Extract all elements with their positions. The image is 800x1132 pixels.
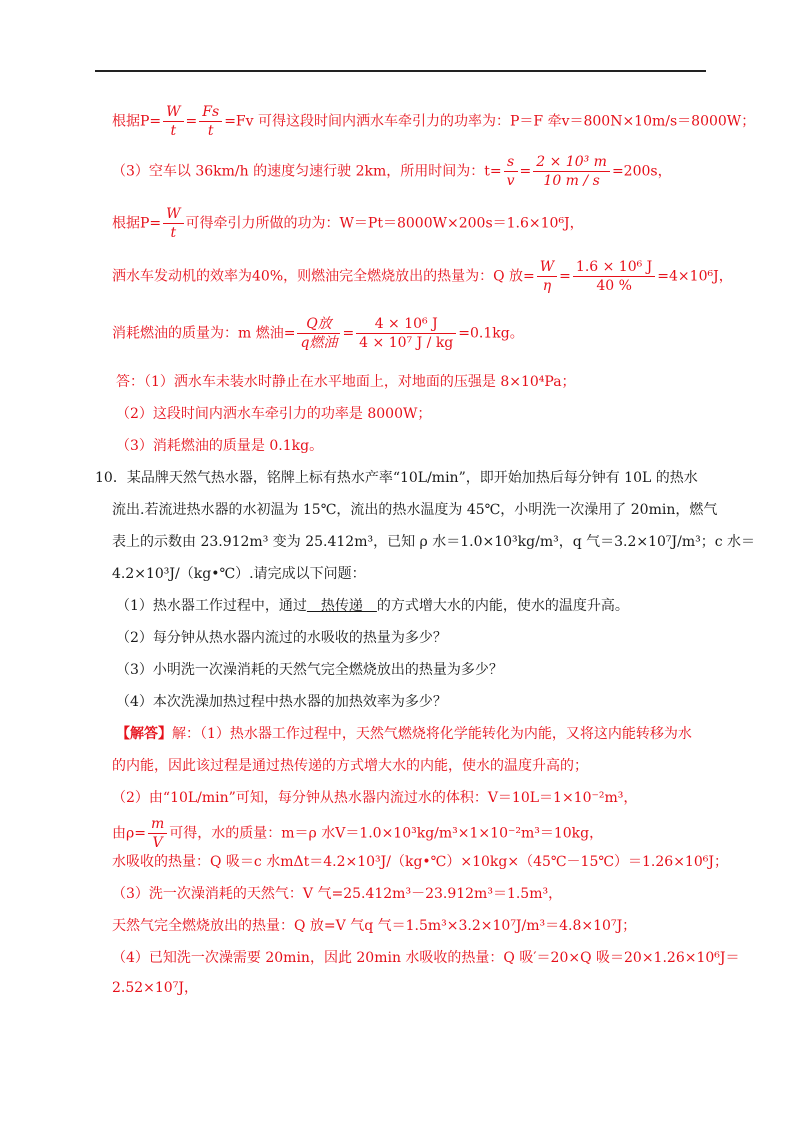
denominator: t: [207, 123, 214, 139]
answer-line-1: 答：（1）洒水车未装水时静止在水平地面上，对地面的压强是 8×10⁴Pa；: [116, 374, 576, 390]
question-10-part-3: （3）小明洗一次澡消耗的天然气完全燃烧放出的热量为多少？: [116, 662, 503, 678]
solution-10-line-5: 水吸收的热量：Q 吸＝c 水mΔt＝4.2×10³J/（kg•℃）×10kg×（45℃－15℃）＝1.26×10⁶J；: [112, 854, 728, 870]
text: =: [559, 268, 571, 285]
fraction-m-over-v: [148, 815, 167, 852]
text: 可得牵引力所做的功为：W＝Pt＝8000W×200s＝1.6×10⁶J，: [185, 215, 584, 232]
question-10-line-4: 4.2×10³J/（kg•℃）.请完成以下问题：: [112, 566, 366, 582]
fraction-energy-over-efficiency: [573, 258, 655, 295]
fraction-w-over-eta: [537, 258, 557, 295]
numerator: m: [148, 815, 167, 834]
fraction-q-over-q: [297, 315, 340, 352]
question-10-part-1: [116, 596, 629, 616]
denominator: 10 m / s: [543, 173, 600, 189]
numerator: W: [163, 103, 183, 122]
question-10-line-1: 10．某品牌天然气热水器，铭牌上标有热水产率“10L/min”，即开始加热后每分钟有 10L 的热水: [95, 470, 698, 486]
solution-10-line-3: （2）由“10L/min”可知，每分钟从热水器内流过水的体积：V＝10L＝1×10⁻²m³，: [112, 790, 638, 806]
numerator: W: [537, 258, 557, 277]
solution-line-power: [112, 103, 755, 140]
numerator: Q放: [297, 315, 340, 334]
question-10-line-3: 表上的示数由 23.912m³ 变为 25.412m³，已知 ρ 水＝1.0×10³kg/m³，q 气＝3.2×10⁷J/m³；c 水＝: [112, 534, 756, 550]
fraction-fs-over-t: [199, 103, 222, 140]
numerator: 1.6 × 10⁶ J: [573, 258, 655, 277]
solution-10-line-4: [112, 815, 603, 852]
fraction-w-over-t: [163, 205, 183, 242]
text: =: [185, 113, 198, 130]
text: 可得，水的质量：m＝ρ 水V＝1.0×10³kg/m³×1×10⁻²m³＝10kg，: [169, 825, 604, 842]
denominator: V: [152, 835, 163, 851]
text: 根据P=: [112, 113, 162, 130]
answer-tag: 【解答】: [116, 726, 172, 742]
text: =: [342, 325, 355, 342]
numerator: s: [504, 153, 518, 172]
header-rule: [95, 70, 706, 72]
denominator: 4 × 10⁷ J / kg: [359, 335, 454, 351]
text: =0.1kg。: [458, 325, 524, 342]
text: 消耗燃油的质量为：m 燃油=: [112, 325, 296, 342]
solution-line-heat: [112, 258, 733, 295]
text: =4×10⁶J，: [657, 268, 733, 285]
question-10-line-2: 流出.若流进热水器的水初温为 15℃，流出的热水温度为 45℃，小明洗一次澡用了 20min，燃气: [112, 502, 718, 518]
text: 由ρ=: [112, 825, 146, 842]
question-10-part-4: （4）本次洗澡加热过程中热水器的加热效率为多少？: [116, 694, 447, 710]
text: 的方式增大水的内能，使水的温度升高。: [376, 598, 629, 614]
fraction-s-over-v: [504, 153, 518, 190]
solution-10-line-2: 的内能，因此该过程是通过热传递的方式增大水的内能，使水的温度升高的；: [112, 758, 588, 774]
answer-line-3: （3）消耗燃油的质量是 0.1kg。: [116, 438, 324, 454]
text: （3）空车以 36km/h 的速度匀速行驶 2km，所用时间为：t=: [112, 163, 502, 180]
solution-10-line-9: 2.52×10⁷J，: [112, 980, 198, 996]
solution-line-time: [112, 153, 672, 190]
text: =Fv 可得这段时间内洒水车牵引力的功率为：P＝F 牵v＝800N×10m/s＝8000W；: [224, 113, 756, 130]
text: 根据P=: [112, 215, 162, 232]
solution-line-work: [112, 205, 584, 242]
fraction-w-over-t: [163, 103, 183, 140]
question-10-part-2: （2）每分钟从热水器内流过的水吸收的热量为多少？: [116, 630, 447, 646]
text: 解：（1）热水器工作过程中，天然气燃烧将化学能转化为内能，又将这内能转移为水: [172, 726, 692, 742]
fraction-distance-over-speed: [533, 153, 610, 190]
numerator: 2 × 10³ m: [533, 153, 610, 172]
text: =: [519, 163, 532, 180]
denominator: t: [170, 123, 177, 139]
denominator: q燃油: [300, 335, 338, 351]
solution-10-line-6: （3）洗一次澡消耗的天然气：V 气=25.412m³－23.912m³＝1.5m³，: [112, 886, 563, 902]
denominator: t: [170, 225, 177, 241]
numerator: Fs: [199, 103, 222, 122]
denominator: v: [506, 173, 515, 189]
fill-in-answer: 热传递: [306, 598, 377, 614]
numerator: 4 × 10⁶ J: [356, 315, 456, 334]
denominator: η: [542, 278, 552, 294]
solution-10-line-1: [116, 724, 692, 744]
text: 洒水车发动机的效率为40%，则燃油完全燃烧放出的热量为：Q 放=: [112, 268, 535, 285]
solution-line-fuel-mass: [112, 315, 524, 352]
solution-10-line-7: 天然气完全燃烧放出的热量：Q 放=V 气q 气＝1.5m³×3.2×10⁷J/m³＝4.8×10⁷J；: [112, 918, 637, 934]
numerator: W: [163, 205, 183, 224]
solution-10-line-8: （4）已知洗一次澡需要 20min，因此 20min 水吸收的热量：Q 吸′＝20×Q 吸＝20×1.26×10⁶J＝: [112, 950, 740, 966]
fraction-heat-over-calorific: [356, 315, 456, 352]
answer-line-2: （2）这段时间内洒水车牵引力的功率是 8000W；: [116, 406, 432, 422]
text: （1）热水器工作过程中，通过: [116, 598, 307, 614]
denominator: 40 %: [596, 278, 632, 294]
text: =200s，: [611, 163, 672, 180]
